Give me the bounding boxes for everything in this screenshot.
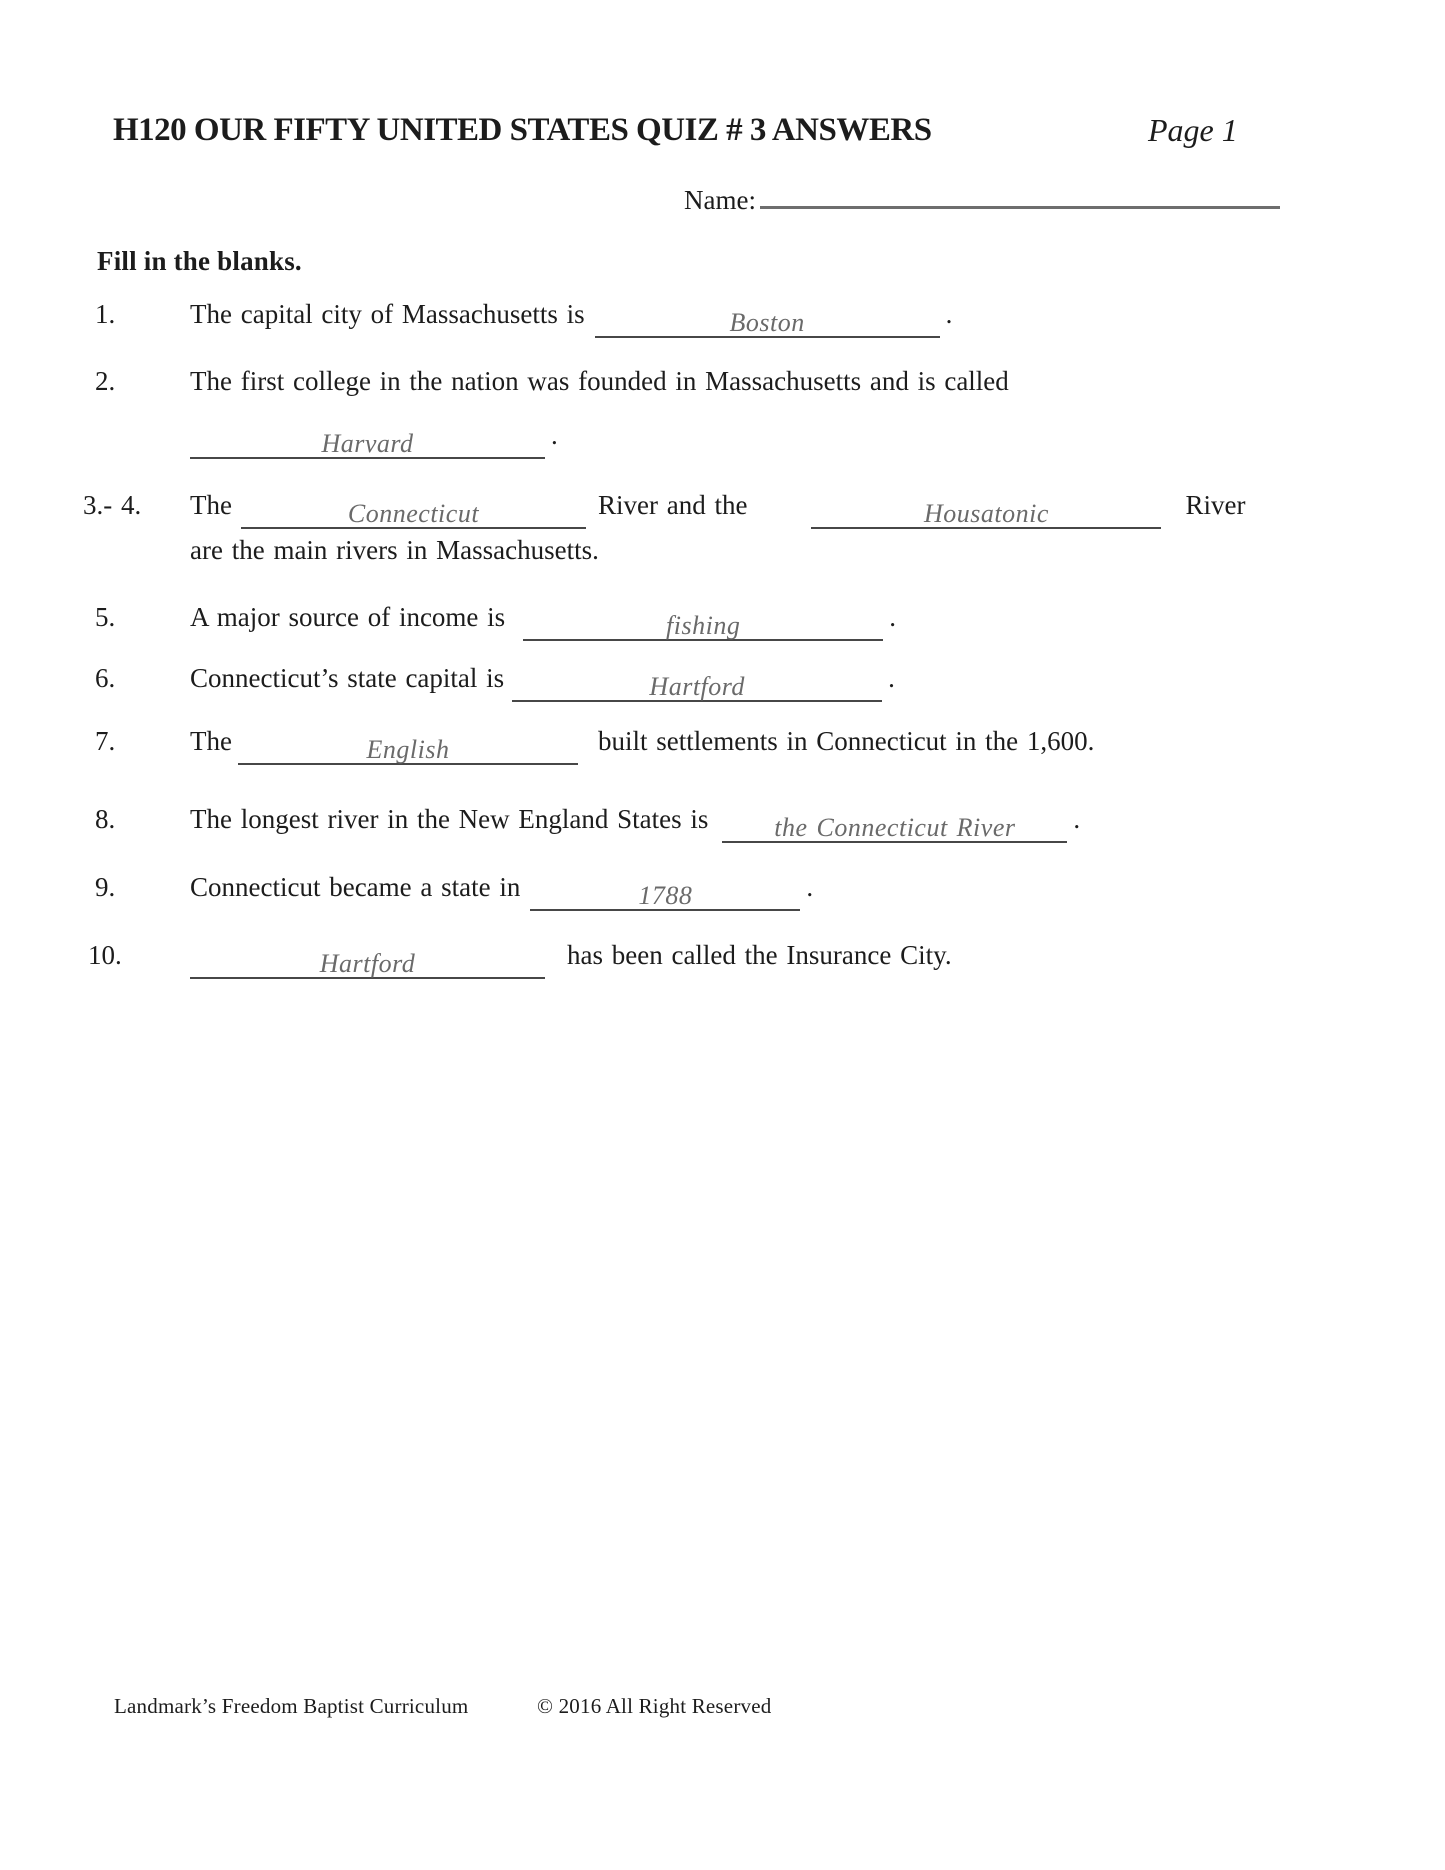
question-4-answer: Housatonic <box>924 499 1049 528</box>
footer-copyright: © 2016 All Right Reserved <box>537 1694 772 1718</box>
question-3-4-text-2: River and the <box>597 490 748 520</box>
footer-curriculum-credit: Landmark’s Freedom Baptist Curriculum <box>114 1694 469 1718</box>
question-5-answer-blank <box>523 605 883 641</box>
question-8-number: 8. <box>95 804 116 834</box>
question-10-answer: Hartford <box>319 949 416 978</box>
question-7-answer-blank <box>238 729 578 765</box>
question-5-answer: fishing <box>666 611 741 640</box>
question-8-answer: the Connecticut River <box>774 813 1016 842</box>
question-9-answer-blank <box>530 875 800 911</box>
question-7 <box>95 724 1385 765</box>
question-9-number: 9. <box>95 872 116 902</box>
page-title: H120 OUR FIFTY UNITED STATES QUIZ # 3 ANSWERS <box>113 112 932 148</box>
question-7-number: 7. <box>95 726 116 756</box>
question-2-text: The first college in the nation was founded in Massachusetts and is called <box>190 366 1009 396</box>
question-3-4-line-2 <box>190 533 1385 567</box>
question-2-number: 2. <box>95 366 116 396</box>
question-5-text: A major source of income is <box>190 602 506 632</box>
question-3-4-text-4: are the main rivers in Massachusetts. <box>190 535 599 565</box>
question-2-answer-blank <box>190 423 545 459</box>
name-label: Name: <box>684 185 756 215</box>
question-9 <box>95 870 1385 911</box>
question-7-text-2: built settlements in Connecticut in the 1,600. <box>597 726 1095 756</box>
name-blank-line <box>760 176 1280 209</box>
question-3-4-text-3: River <box>1185 490 1246 520</box>
question-1-period: . <box>945 299 953 329</box>
question-10-text: has been called the Insurance City. <box>567 940 952 970</box>
question-1 <box>95 297 1385 338</box>
question-3-answer: Connecticut <box>347 499 480 528</box>
name-row <box>684 176 1280 216</box>
question-3-answer-blank <box>241 493 586 529</box>
question-5 <box>95 600 1385 641</box>
question-6-period: . <box>888 663 895 693</box>
question-5-period: . <box>889 602 896 632</box>
question-9-text: Connecticut became a state in <box>190 872 521 902</box>
question-6-text: Connecticut’s state capital is <box>190 663 505 693</box>
question-8-answer-blank <box>722 807 1067 843</box>
question-2 <box>95 364 1385 398</box>
question-1-number: 1. <box>95 299 116 329</box>
question-1-answer-blank <box>595 302 940 338</box>
question-10-number: 10. <box>88 940 122 970</box>
question-8 <box>95 802 1385 843</box>
question-10 <box>88 938 1385 979</box>
question-4-answer-blank <box>811 493 1161 529</box>
question-1-text: The capital city of Massachusetts is <box>190 299 585 329</box>
question-3-4-text-1: The <box>190 490 232 520</box>
question-6 <box>95 661 1385 702</box>
question-7-answer: English <box>366 735 450 764</box>
question-2-line-2 <box>190 418 1385 459</box>
question-1-answer: Boston <box>729 308 805 337</box>
question-3-4 <box>83 488 1385 529</box>
question-6-answer: Hartford <box>649 672 745 701</box>
question-5-number: 5. <box>95 602 116 632</box>
question-6-number: 6. <box>95 663 116 693</box>
question-8-period: . <box>1073 804 1081 834</box>
section-heading: Fill in the blanks. <box>97 246 302 276</box>
question-2-period: . <box>551 420 558 450</box>
question-6-answer-blank <box>512 666 882 702</box>
question-8-text: The longest river in the New England States is <box>190 804 709 834</box>
question-2-answer: Harvard <box>321 429 414 458</box>
question-7-text-1: The <box>190 726 232 756</box>
question-9-answer: 1788 <box>638 881 693 910</box>
page-number: Page 1 <box>1148 112 1238 148</box>
question-3-4-number: 3.- 4. <box>83 490 142 520</box>
question-9-period: . <box>806 872 814 902</box>
question-10-answer-blank <box>190 943 545 979</box>
